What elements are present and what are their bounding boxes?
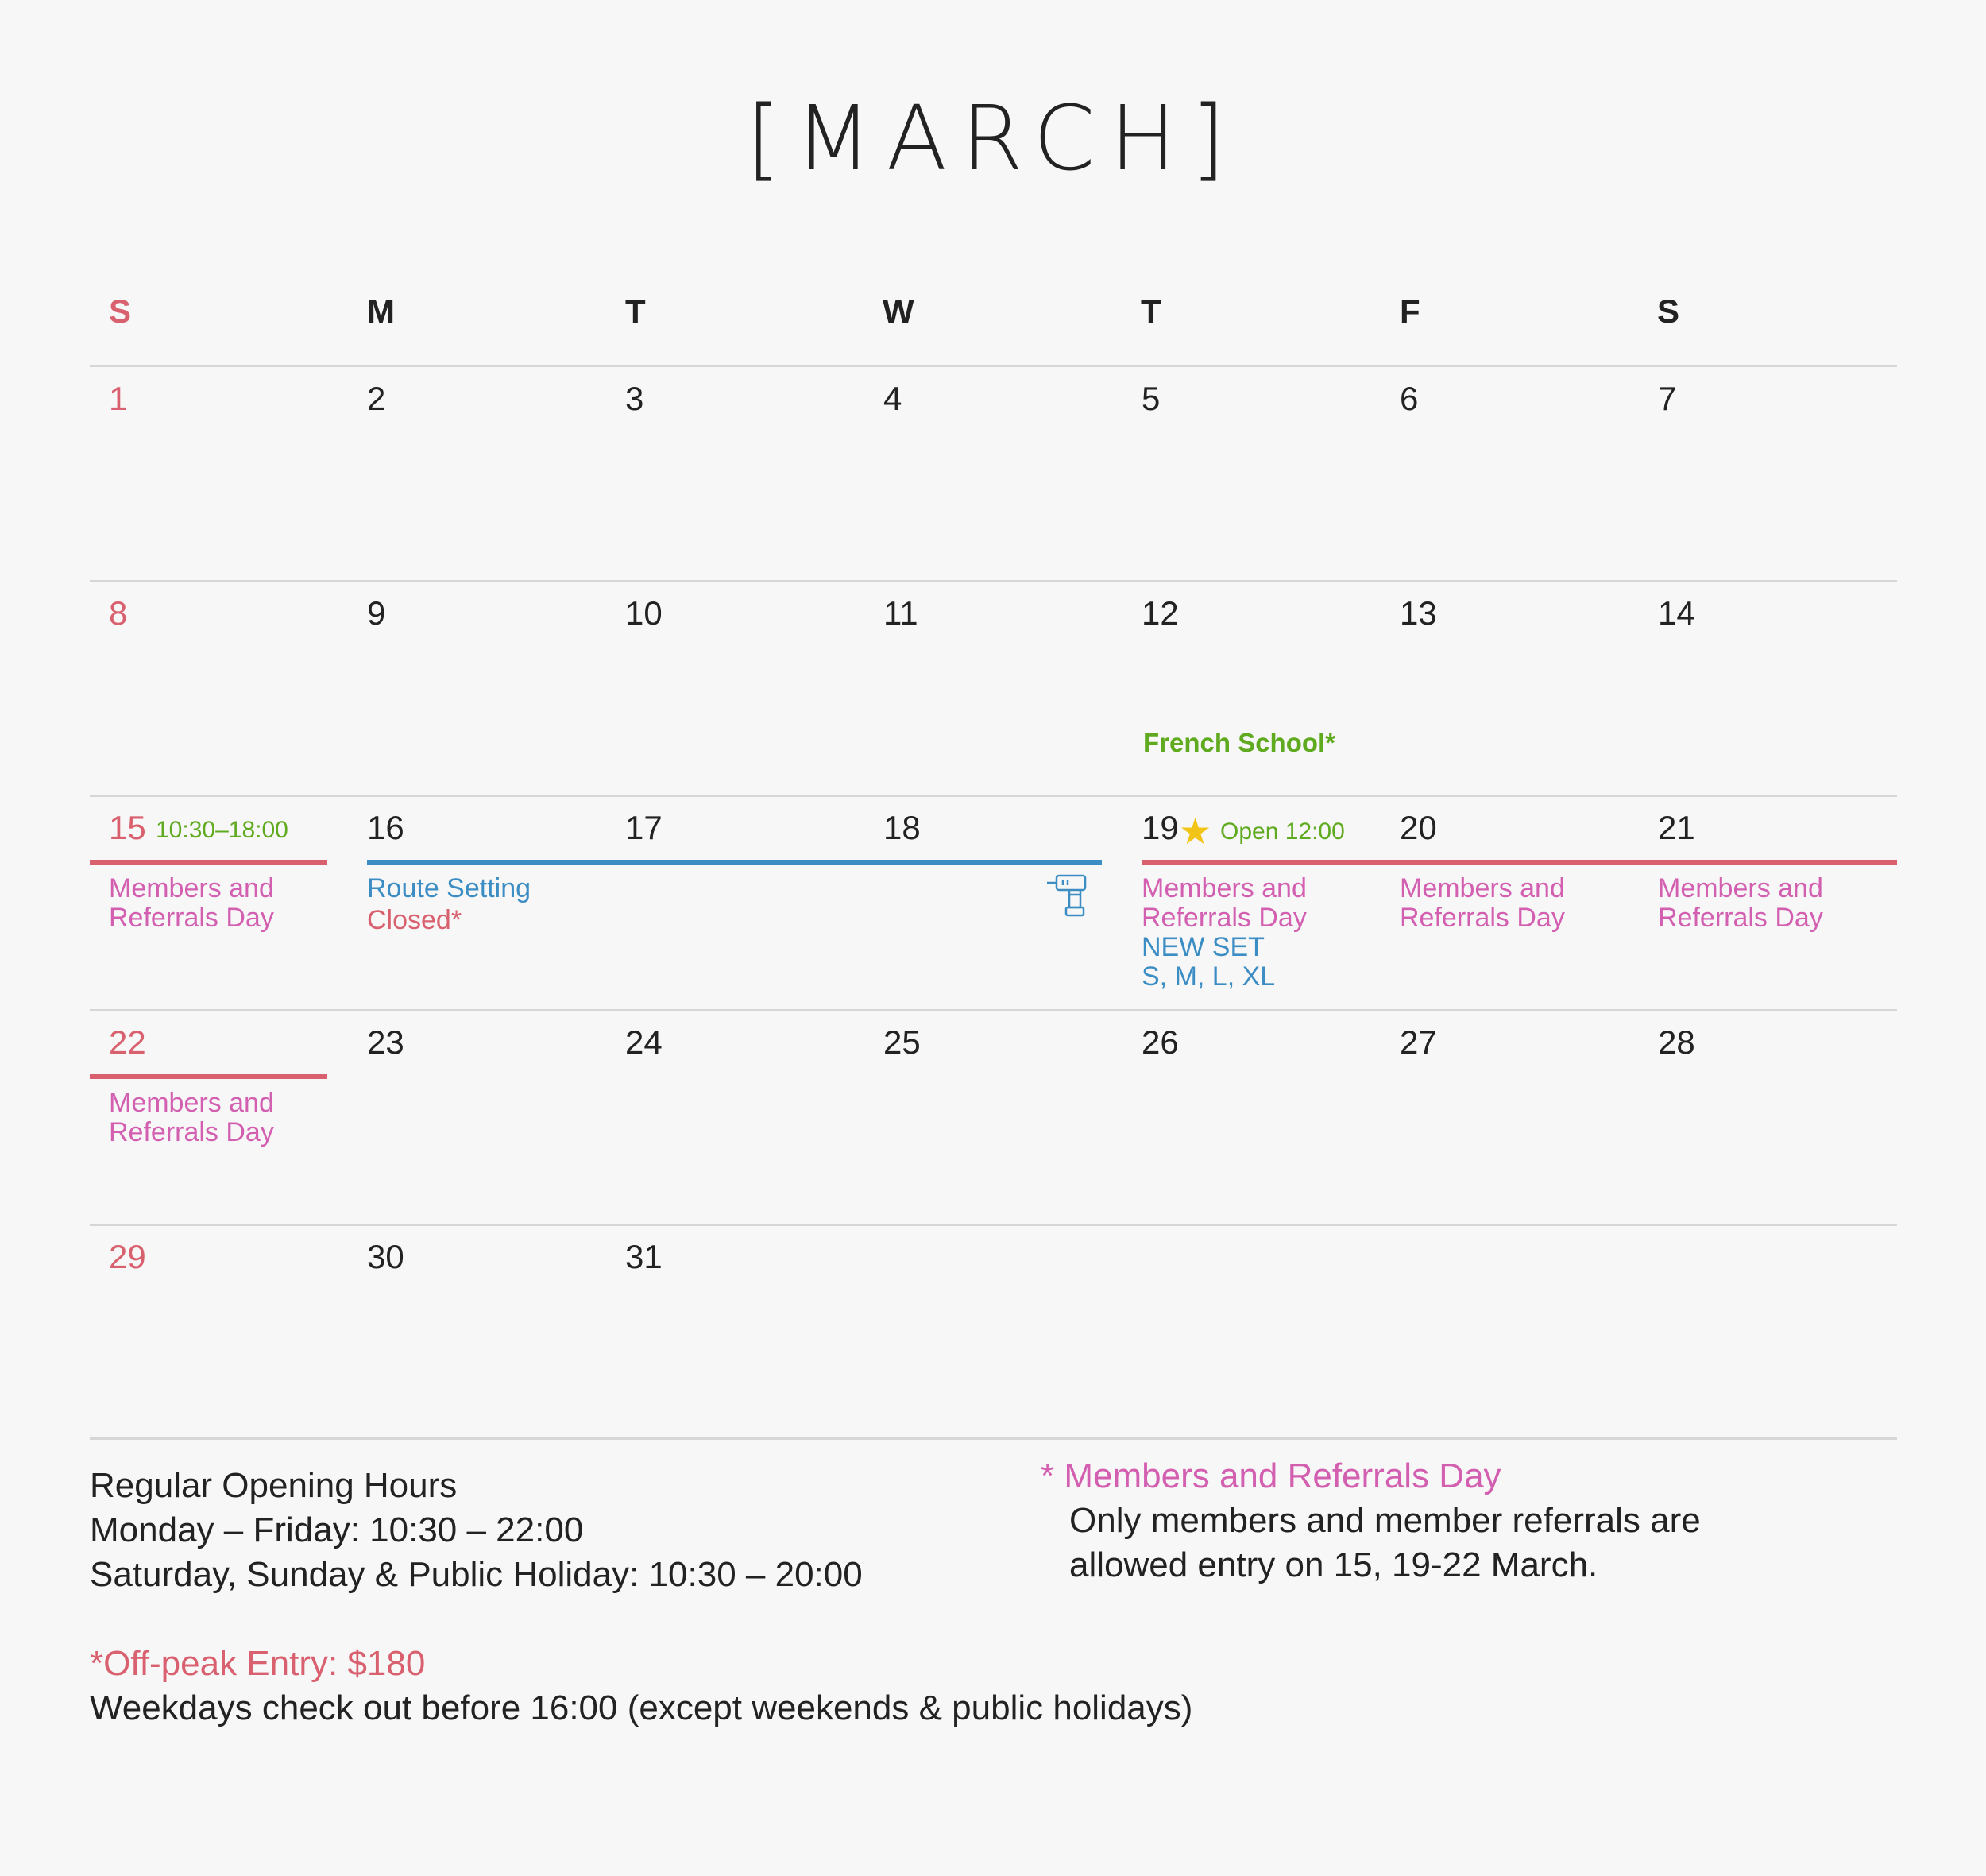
hours-title: Regular Opening Hours bbox=[90, 1466, 458, 1505]
members-info bbox=[1041, 1454, 1701, 1588]
event-members-day bbox=[1400, 874, 1565, 933]
event-line: Referrals Day bbox=[1142, 903, 1307, 933]
day-number[interactable]: 31 bbox=[625, 1238, 663, 1275]
event-line: Referrals Day bbox=[109, 1117, 274, 1147]
month-title: [MARCH] bbox=[746, 87, 1240, 191]
day-number[interactable]: 19 bbox=[1142, 809, 1179, 846]
route-setting-bar bbox=[367, 860, 1102, 865]
star-icon: ★ bbox=[1179, 810, 1212, 852]
day-number[interactable]: 25 bbox=[883, 1023, 921, 1061]
members-title: * Members and Referrals Day bbox=[1041, 1456, 1501, 1495]
weekday-hours: Monday – Friday: 10:30 – 22:00 bbox=[90, 1510, 584, 1549]
day-number[interactable]: 16 bbox=[367, 809, 404, 846]
day-number[interactable]: 11 bbox=[883, 594, 918, 632]
weekday-mon: M bbox=[367, 292, 395, 330]
event-french-school: French School* bbox=[1143, 728, 1336, 757]
day-number[interactable]: 28 bbox=[1658, 1023, 1695, 1061]
day-number[interactable]: 5 bbox=[1142, 380, 1161, 417]
offpeak-note: Weekdays check out before 16:00 (except weekends & public holidays) bbox=[90, 1688, 1193, 1727]
event-line: Members and bbox=[109, 1088, 274, 1118]
grid-line bbox=[90, 1009, 1897, 1011]
weekday-tue: T bbox=[625, 292, 646, 330]
open-time-label: Open 12:00 bbox=[1220, 818, 1345, 845]
day-number[interactable]: 14 bbox=[1658, 594, 1695, 632]
day-number[interactable]: 15 bbox=[109, 809, 146, 846]
day-number[interactable]: 10 bbox=[625, 594, 663, 632]
day-number[interactable]: 2 bbox=[367, 380, 386, 417]
day-number[interactable]: 4 bbox=[883, 380, 902, 417]
offpeak-info bbox=[90, 1642, 1192, 1731]
day-number[interactable]: 6 bbox=[1400, 380, 1419, 417]
weekday-sun: S bbox=[109, 292, 132, 330]
event-members-day bbox=[1658, 874, 1823, 933]
weekday-wed: W bbox=[883, 292, 914, 330]
event-line: NEW SET bbox=[1142, 932, 1265, 962]
day-number[interactable]: 24 bbox=[625, 1023, 663, 1061]
event-line: Members and bbox=[1400, 873, 1565, 903]
event-line: Route Setting bbox=[367, 873, 531, 903]
day-number[interactable]: 18 bbox=[883, 809, 921, 846]
event-line: Referrals Day bbox=[1658, 903, 1823, 933]
event-line: Members and bbox=[109, 873, 274, 903]
day-number[interactable]: 9 bbox=[367, 594, 386, 632]
day-number[interactable]: 21 bbox=[1658, 809, 1695, 846]
opening-hours bbox=[90, 1464, 863, 1597]
day-number[interactable]: 27 bbox=[1400, 1023, 1437, 1061]
event-line: Members and bbox=[1142, 873, 1307, 903]
event-line: Referrals Day bbox=[109, 903, 274, 933]
grid-line bbox=[90, 1224, 1897, 1226]
members-note: Only members and member referrals are bbox=[1069, 1501, 1701, 1540]
grid-line bbox=[90, 795, 1897, 797]
event-line: Referrals Day bbox=[1400, 903, 1565, 933]
event-members-day bbox=[109, 1089, 274, 1147]
weekday-thu: T bbox=[1141, 292, 1161, 330]
event-line: S, M, L, XL bbox=[1142, 961, 1276, 992]
day-number[interactable]: 20 bbox=[1400, 809, 1437, 846]
day-number[interactable]: 23 bbox=[367, 1023, 404, 1061]
event-route-setting bbox=[367, 874, 531, 935]
event-line: Members and bbox=[1658, 873, 1823, 903]
weekday-fri: F bbox=[1400, 292, 1420, 330]
members-note: allowed entry on 15, 19-22 March. bbox=[1069, 1545, 1598, 1584]
weekend-hours: Saturday, Sunday & Public Holiday: 10:30 – 20:00 bbox=[90, 1555, 863, 1594]
day-number[interactable]: 1 bbox=[109, 380, 128, 417]
grid-line bbox=[90, 1437, 1897, 1440]
day-number[interactable]: 22 bbox=[109, 1023, 146, 1061]
members-day-bar bbox=[1142, 860, 1897, 865]
day-number[interactable]: 29 bbox=[109, 1238, 146, 1275]
event-members-day bbox=[109, 874, 274, 933]
day-number[interactable]: 13 bbox=[1400, 594, 1437, 632]
day-number[interactable]: 30 bbox=[367, 1238, 404, 1275]
event-members-new-set bbox=[1142, 874, 1307, 992]
weekday-sat: S bbox=[1657, 292, 1680, 330]
day-number[interactable]: 8 bbox=[109, 594, 128, 632]
offpeak-title: *Off-peak Entry: $180 bbox=[90, 1644, 426, 1683]
day-number[interactable]: 7 bbox=[1658, 380, 1677, 417]
day-number[interactable]: 17 bbox=[625, 809, 663, 846]
day-number[interactable]: 3 bbox=[625, 380, 644, 417]
day-number[interactable]: 26 bbox=[1142, 1023, 1179, 1061]
members-day-bar bbox=[90, 1074, 327, 1079]
drill-icon bbox=[1045, 872, 1093, 926]
day-number[interactable]: 12 bbox=[1142, 594, 1179, 632]
hours-label: 10:30–18:00 bbox=[156, 817, 288, 843]
members-day-bar bbox=[90, 860, 327, 865]
grid-line bbox=[90, 365, 1897, 367]
event-line: Closed* bbox=[367, 905, 462, 935]
grid-line bbox=[90, 580, 1897, 582]
